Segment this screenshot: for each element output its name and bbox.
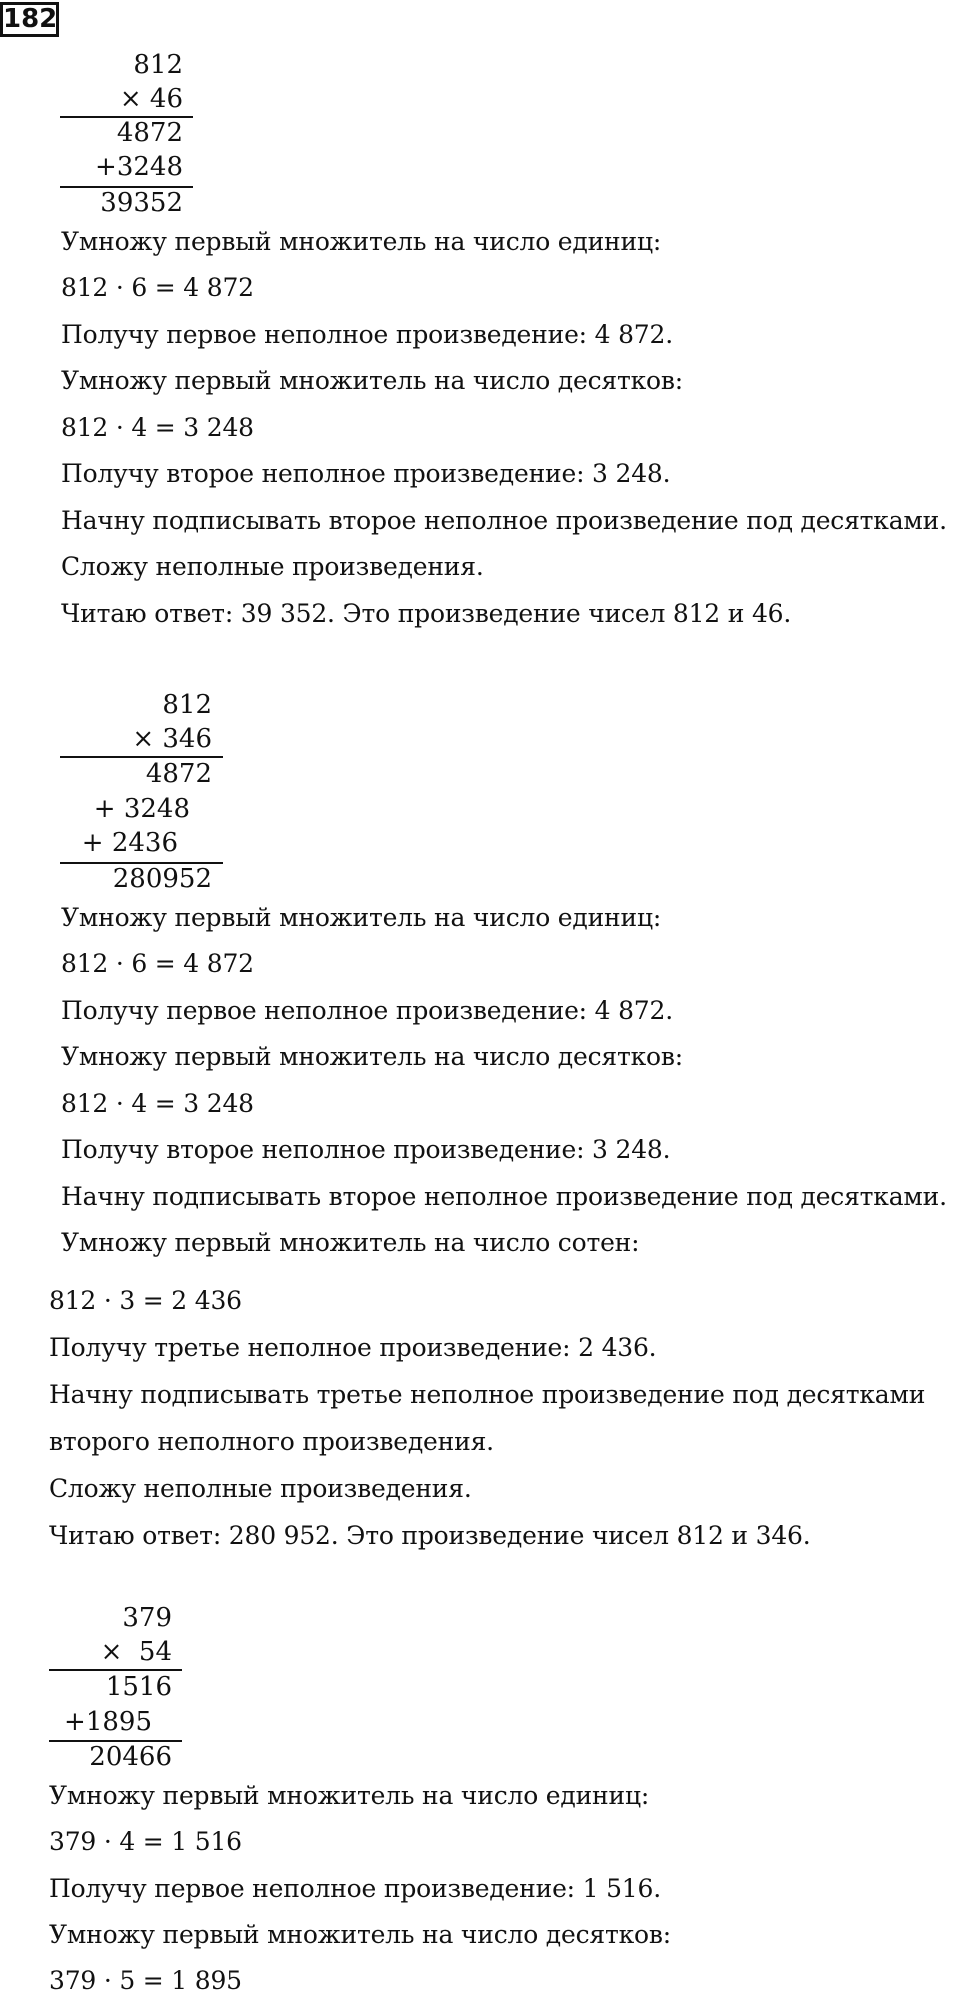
explanation-line: Умножу первый множитель на число единиц: — [61, 227, 662, 256]
multiplicand: 812 — [133, 50, 183, 80]
explanation-line: 812 · 6 = 4 872 — [61, 273, 254, 302]
multiplier: × 46 — [119, 84, 183, 114]
multiplier: × 54 — [100, 1637, 172, 1667]
partial-product-1: 1516 — [105, 1672, 172, 1702]
explanation-line: Умножу первый множитель на число десятков: — [61, 366, 683, 395]
explanation-line: 379 · 5 = 1 895 — [49, 1966, 242, 1995]
multiplicand: 379 — [122, 1603, 172, 1633]
task-number: 182 — [0, 2, 59, 37]
explanation-line: Сложу неполные произведения. — [49, 1474, 472, 1503]
explanation-line: Умножу первый множитель на число сотен: — [61, 1228, 640, 1257]
explanation-line: 812 · 4 = 3 248 — [61, 413, 254, 442]
explanation-line: Читаю ответ: 39 352. Это произведение чисел 812 и 46. — [61, 599, 792, 628]
explanation-line: Получу третье неполное произведение: 2 436. — [49, 1333, 657, 1362]
explanation-line: второго неполного произведения. — [49, 1427, 494, 1456]
partial-product-1: 4872 — [145, 759, 212, 789]
product: 39352 — [100, 188, 183, 218]
partial-product-2: +1895 — [64, 1707, 152, 1737]
explanation-line: Умножу первый множитель на число десятков: — [49, 1920, 671, 1949]
multiplication-rule — [49, 1669, 182, 1671]
explanation-line: Сложу неполные произведения. — [61, 552, 484, 581]
multiplier: × 346 — [132, 724, 212, 754]
explanation-line: Умножу первый множитель на число единиц: — [61, 903, 662, 932]
explanation-line: Читаю ответ: 280 952. Это произведение чисел 812 и 346. — [49, 1521, 811, 1550]
explanation-line: Получу первое неполное произведение: 1 516. — [49, 1874, 661, 1903]
explanation-line: Умножу первый множитель на число десятков: — [61, 1042, 683, 1071]
multiplicand: 812 — [162, 690, 212, 720]
explanation-line: 812 · 3 = 2 436 — [49, 1286, 242, 1315]
partial-product-2: +3248 — [95, 152, 183, 182]
explanation-line: Начну подписывать второе неполное произведение под десятками. — [61, 506, 947, 535]
partial-product-3: + 2436 — [81, 828, 178, 858]
product: 20466 — [89, 1742, 172, 1772]
multiplication-rule — [60, 756, 223, 758]
partial-product-2: + 3248 — [93, 794, 190, 824]
explanation-line: Получу второе неполное произведение: 3 248. — [61, 459, 671, 488]
explanation-line: Получу первое неполное произведение: 4 872. — [61, 996, 673, 1025]
explanation-line: Начну подписывать третье неполное произведение под десятками — [49, 1380, 926, 1409]
explanation-line: 812 · 6 = 4 872 — [61, 949, 254, 978]
explanation-line: Получу второе неполное произведение: 3 248. — [61, 1135, 671, 1164]
explanation-line: Умножу первый множитель на число единиц: — [49, 1781, 650, 1810]
explanation-line: Получу первое неполное произведение: 4 872. — [61, 320, 673, 349]
explanation-line: 379 · 4 = 1 516 — [49, 1827, 242, 1856]
explanation-line: Начну подписывать второе неполное произведение под десятками. — [61, 1182, 947, 1211]
partial-product-1: 4872 — [116, 118, 183, 148]
explanation-line: 812 · 4 = 3 248 — [61, 1089, 254, 1118]
product: 280952 — [112, 864, 212, 894]
